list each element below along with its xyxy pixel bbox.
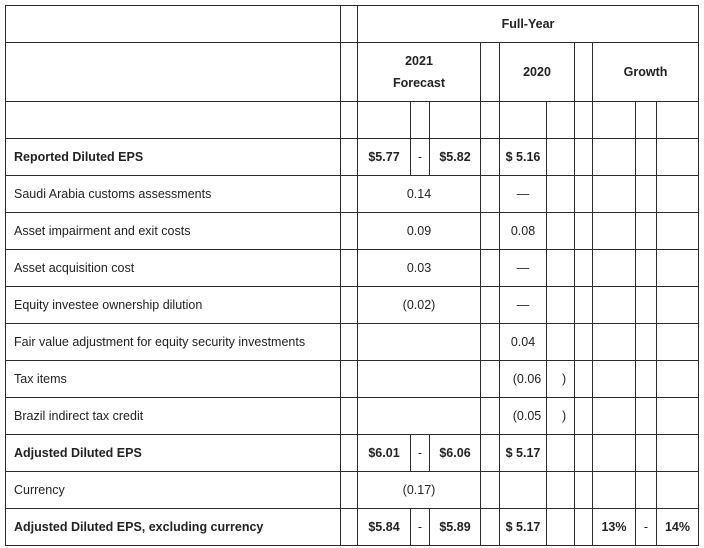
grid-line bbox=[5, 323, 699, 324]
value-2020: — bbox=[516, 187, 530, 201]
forecast-low: $5.84 bbox=[368, 520, 400, 534]
grid-line bbox=[5, 286, 699, 287]
forecast-sep: - bbox=[417, 446, 423, 460]
growth-low: 13% bbox=[601, 520, 627, 534]
grid-line bbox=[546, 101, 547, 546]
value-2020: $ 5.17 bbox=[505, 446, 541, 460]
grid-line bbox=[592, 42, 593, 546]
forecast-value: (0.17) bbox=[402, 483, 436, 497]
grid-line bbox=[656, 101, 657, 546]
grid-line bbox=[5, 212, 699, 213]
forecast-high: $5.89 bbox=[439, 520, 471, 534]
grid-line bbox=[5, 545, 699, 546]
closing-paren: ) bbox=[562, 409, 567, 423]
row-label: Adjusted Diluted EPS bbox=[14, 446, 142, 460]
forecast-value: 0.14 bbox=[406, 187, 432, 201]
row-label: Asset acquisition cost bbox=[14, 261, 135, 275]
value-2020: — bbox=[516, 261, 530, 275]
grid-line bbox=[698, 5, 699, 546]
value-2020: — bbox=[516, 298, 530, 312]
grid-line bbox=[5, 175, 699, 176]
value-2020: (0.06 bbox=[512, 372, 542, 386]
grid-line bbox=[5, 360, 699, 361]
grid-line bbox=[5, 42, 699, 43]
value-2020: $ 5.17 bbox=[505, 520, 541, 534]
row-label: Currency bbox=[14, 483, 65, 497]
grid-line bbox=[5, 5, 699, 6]
forecast-high: $6.06 bbox=[439, 446, 471, 460]
forecast-high: $5.82 bbox=[439, 150, 471, 164]
growth-high: 14% bbox=[664, 520, 691, 534]
forecast-value: (0.02) bbox=[402, 298, 436, 312]
row-label: Reported Diluted EPS bbox=[14, 150, 144, 164]
row-label: Equity investee ownership dilution bbox=[14, 298, 203, 312]
grid-line bbox=[5, 508, 699, 509]
value-2020: 0.04 bbox=[510, 335, 536, 349]
closing-paren: ) bbox=[562, 372, 567, 386]
grid-line bbox=[340, 5, 341, 546]
grid-line bbox=[5, 138, 699, 139]
forecast-value: 0.09 bbox=[406, 224, 432, 238]
grid-line bbox=[5, 5, 6, 546]
header-2021: 2021 bbox=[405, 54, 433, 68]
value-2020: (0.05 bbox=[512, 409, 542, 423]
row-label: Brazil indirect tax credit bbox=[14, 409, 144, 423]
header-forecast: Forecast bbox=[392, 76, 446, 90]
grid-line bbox=[480, 42, 481, 546]
grid-line bbox=[5, 101, 699, 102]
growth-sep: - bbox=[643, 520, 649, 534]
row-label: Tax items bbox=[14, 372, 67, 386]
row-label: Saudi Arabia customs assessments bbox=[14, 187, 212, 201]
grid-line bbox=[5, 249, 699, 250]
value-2020: 0.08 bbox=[510, 224, 536, 238]
forecast-sep: - bbox=[417, 520, 423, 534]
grid-line bbox=[499, 42, 500, 546]
grid-line bbox=[5, 471, 699, 472]
header-full-year: Full-Year bbox=[501, 17, 555, 31]
forecast-value: 0.03 bbox=[406, 261, 432, 275]
grid-line bbox=[635, 101, 636, 546]
row-label: Adjusted Diluted EPS, excluding currency bbox=[14, 520, 264, 534]
header-2020: 2020 bbox=[523, 65, 551, 79]
grid-line bbox=[5, 397, 699, 398]
forecast-sep: - bbox=[417, 150, 423, 164]
value-2020: $ 5.16 bbox=[505, 150, 541, 164]
forecast-low: $6.01 bbox=[368, 446, 400, 460]
row-label: Fair value adjustment for equity security investments bbox=[14, 335, 306, 349]
header-growth: Growth bbox=[623, 65, 668, 79]
forecast-low: $5.77 bbox=[368, 150, 400, 164]
grid-line bbox=[5, 434, 699, 435]
row-label: Asset impairment and exit costs bbox=[14, 224, 191, 238]
grid-line bbox=[574, 42, 575, 546]
